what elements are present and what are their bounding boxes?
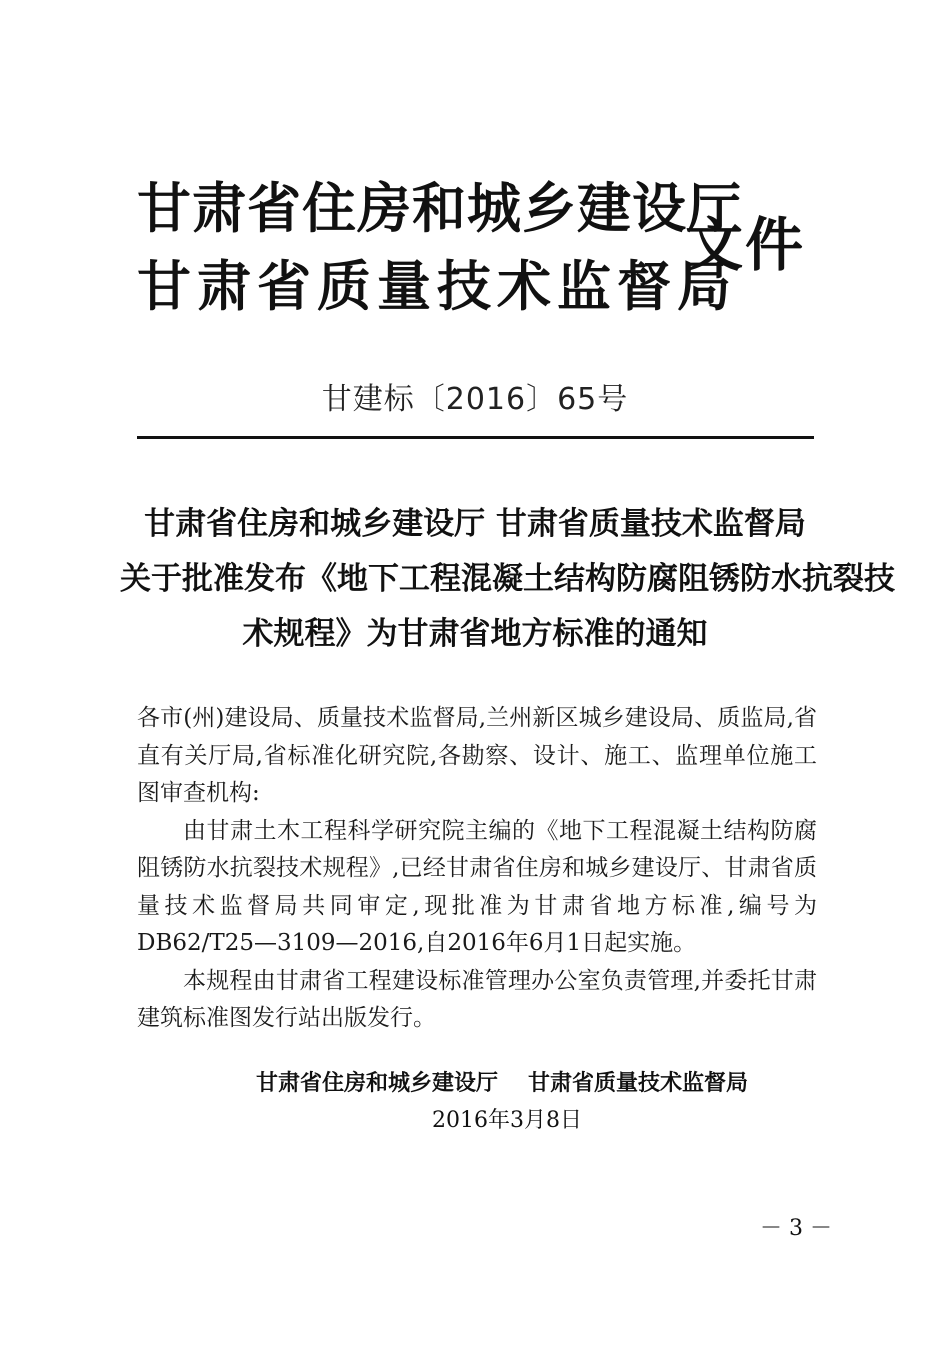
issuer-line-2: 甘肃省质量技术监督局	[137, 255, 737, 318]
signature-block	[256, 1067, 748, 1101]
page-number: － 3 －	[760, 1216, 832, 1241]
notice-title-line-2: 关于批准发布《地下工程混凝土结构防腐阻锈防水抗裂技	[120, 561, 895, 597]
notice-title	[120, 497, 895, 662]
notice-title-line-1: 甘肃省住房和城乡建设厅 甘肃省质量技术监督局	[144, 506, 806, 542]
addressees: 各市(州)建设局、质量技术监督局,兰州新区城乡建设局、质监局,省直有关厅局,省标准化研究院,各勘察、设计、施工、监理单位施工图审查机构:	[137, 705, 817, 806]
notice-body	[137, 700, 817, 1038]
signature-date: 2016年3月8日	[432, 1108, 582, 1133]
signature-issuer-2: 甘肃省质量技术监督局	[528, 1071, 749, 1096]
issuer-line-1: 甘肃省住房和城乡建设厅	[137, 177, 742, 240]
body-paragraph-1: 由甘肃土木工程科学研究院主编的《地下工程混凝土结构防腐阻锈防水抗裂技术规程》,已经甘肃省住房和城乡建设厅、甘肃省质量技术监督局共同审定,现批准为甘肃省地方标准,编号为DB62/T25—3109—2016,自2016年6月1日起实施。	[137, 817, 817, 956]
signature-issuer-1: 甘肃省住房和城乡建设厅	[256, 1071, 499, 1096]
document-number: 甘建标〔2016〕65号	[321, 382, 629, 417]
body-paragraph-2: 本规程由甘肃省工程建设标准管理办公室负责管理,并委托甘肃建筑标准图发行站出版发行。	[137, 967, 817, 1031]
header-divider	[137, 436, 814, 439]
notice-title-line-3: 术规程》为甘肃省地方标准的通知	[242, 616, 708, 652]
document-type-label: 文件	[685, 211, 806, 279]
document-header	[137, 172, 817, 322]
